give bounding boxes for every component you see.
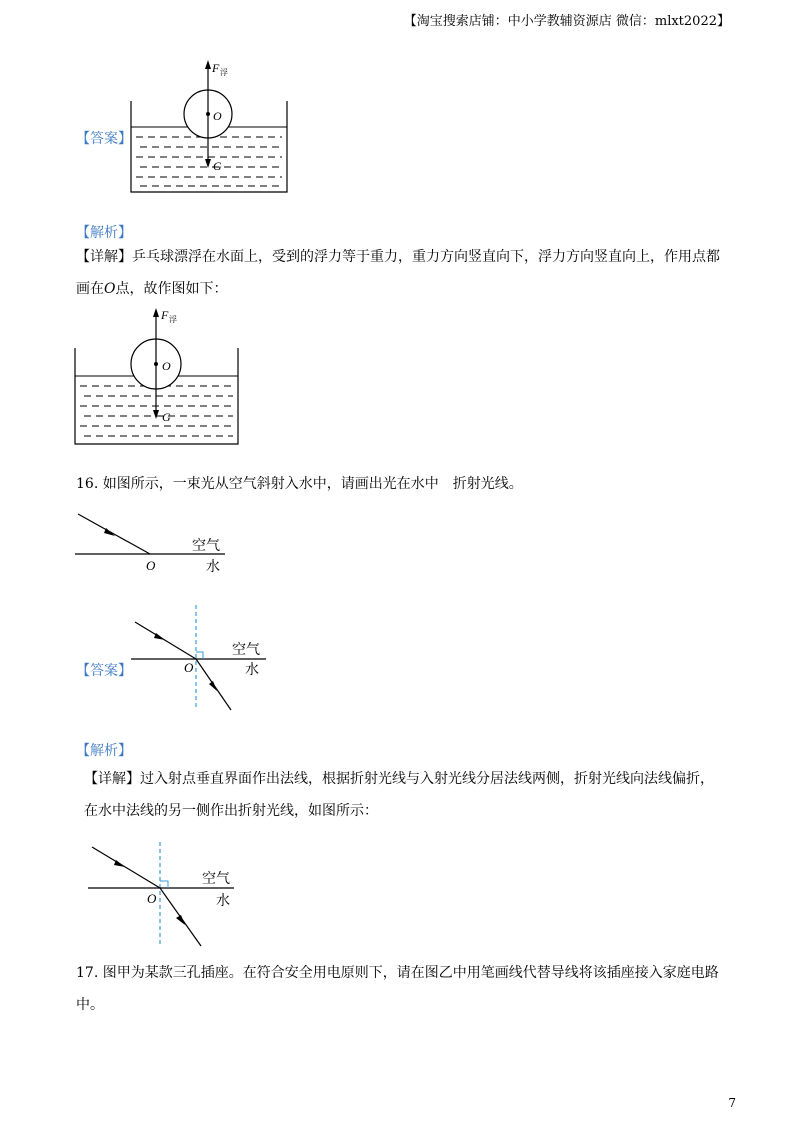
buoyancy-answer-diagram bbox=[126, 55, 296, 200]
incidence-point-label: O bbox=[184, 660, 194, 675]
incidence-point-label: O bbox=[146, 558, 156, 573]
detail-line: 【详解】过入射点垂直界面作出法线，根据折射光线与入射光线分居法线两侧，折射光线向法线偏折， bbox=[84, 771, 714, 787]
buoyancy-label: F bbox=[212, 61, 220, 75]
center-label: O bbox=[213, 109, 222, 123]
detail-line: 【详解】乒乓球漂浮在水面上，受到的浮力等于重力，重力方向竖直向下，浮力方向竖直向上，作用点都 bbox=[76, 249, 720, 265]
gravity-label: G bbox=[213, 159, 222, 173]
detail-line: 画在O点，故作图如下： bbox=[76, 281, 228, 297]
air-label: 空气 bbox=[192, 538, 220, 554]
page-number: 7 bbox=[728, 1096, 736, 1110]
question-17-continued: 中。 bbox=[76, 997, 104, 1013]
center-label: O bbox=[162, 359, 171, 373]
water-label: 水 bbox=[245, 662, 259, 678]
refraction-question-diagram bbox=[70, 508, 235, 578]
page-header: 【淘宝搜索店铺：中小学教辅资源店 微信：mlxt2022】 bbox=[403, 14, 730, 29]
analysis-tag: 【解析】 bbox=[76, 225, 132, 241]
answer-tag: 【答案】 bbox=[76, 663, 132, 679]
buoyancy-explanation-diagram bbox=[70, 302, 245, 450]
incidence-point-label: O bbox=[147, 891, 157, 906]
buoyancy-label: F bbox=[161, 308, 169, 322]
air-label: 空气 bbox=[202, 871, 230, 887]
analysis-tag: 【解析】 bbox=[76, 743, 132, 759]
gravity-label: G bbox=[162, 410, 171, 424]
question-17: 17. 图甲为某款三孔插座。在符合安全用电原则下，请在图乙中用笔画线代替导线将该插座接入家庭电路 bbox=[76, 965, 719, 981]
question-16: 16. 如图所示，一束光从空气斜射入水中，请画出光在水中 折射光线。 bbox=[76, 476, 523, 492]
water-label: 水 bbox=[206, 559, 220, 575]
answer-tag: 【答案】 bbox=[76, 131, 132, 147]
refraction-answer-diagram bbox=[128, 602, 273, 714]
svg-text:浮: 浮 bbox=[169, 315, 177, 324]
air-label: 空气 bbox=[232, 642, 260, 658]
water-label: 水 bbox=[216, 893, 230, 909]
refraction-explanation-diagram bbox=[84, 838, 242, 950]
detail-line: 在水中法线的另一侧作出折射光线，如图所示： bbox=[84, 803, 378, 819]
svg-text:浮: 浮 bbox=[220, 68, 228, 77]
